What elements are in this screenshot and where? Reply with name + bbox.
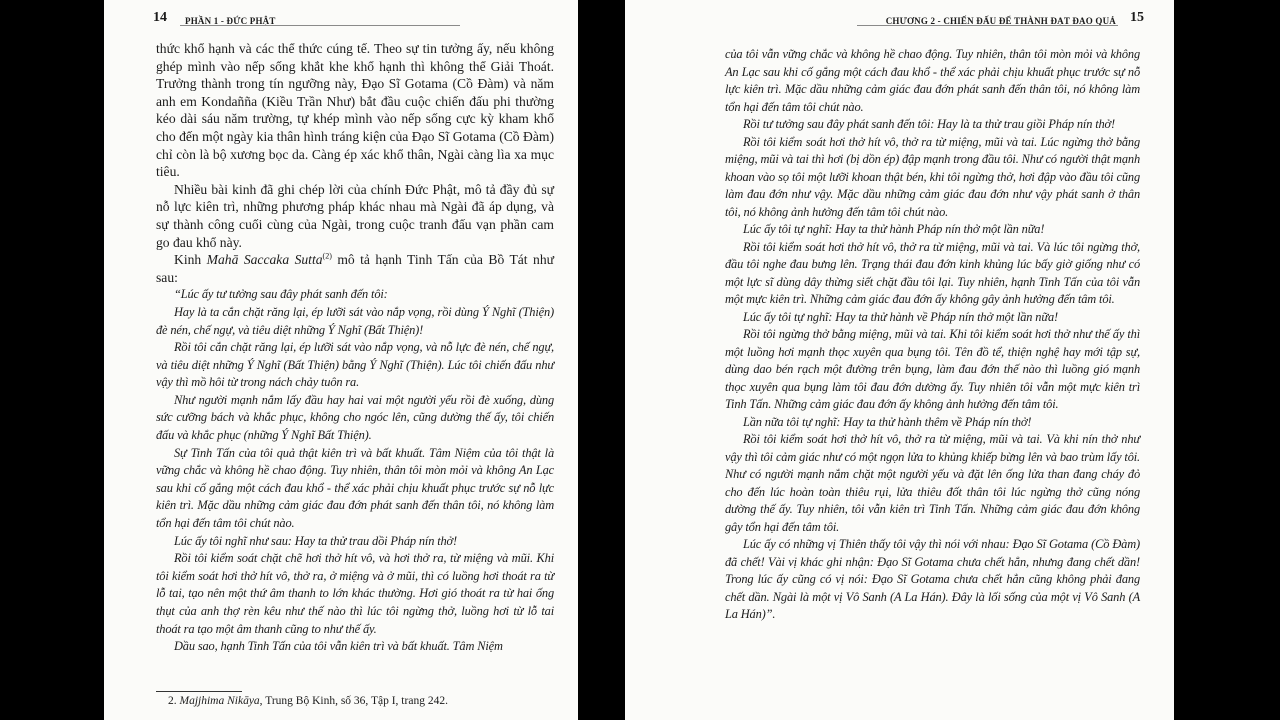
quote-paragraph: Rồi tư tưởng sau đây phát sanh đến tôi: Hay là ta thử trau giồi Pháp nín thở!: [743, 117, 1115, 131]
quote-paragraph: Như người mạnh nắm lấy đầu hay hai vai một người yếu rồi đè xuống, dùng sức cưỡng bách và khắc phục, không cho ngóc lên, cũng dường thế ấy, tôi chiến đấu và khắc phục (những Ý Nghĩ Bất Thiện).: [156, 392, 554, 443]
paragraph: Nhiều bài kinh đã ghi chép lời của chính Đức Phật, mô tả đầy đủ sự nỗ lực kiên trì, những phương pháp khác nhau mà Ngài đã áp dụng, và sự thành công cuối cùng của Ngài, trong cuộc tranh đấu vạn phần cam go đau khổ này.: [156, 181, 554, 250]
right-page-number: 15: [1130, 10, 1144, 25]
sutta-intro: Kinh: [174, 252, 202, 268]
footnote-number: 2.: [168, 695, 177, 707]
quote-paragraph: Rồi tôi kiểm soát chặt chẽ hơi thở hít vô, và hơi thở ra, từ miệng và mũi. Khi tôi kiểm soát hơi thở hít vô, thở ra, ở miệng và ở mũi, thì có luồng hơi thoát ra từ lỗ tai, tạo nên một thứ âm thanh to lớn khác thường. Hơi gió thoát ra từ hai ống thụt của anh thợ rèn kêu như thế nào thì lúc tôi ngừng thở, luồng hơi từ lỗ tai thoát ra tạo một âm thanh cũng to như thế ấy.: [156, 551, 554, 636]
quote-paragraph: Dầu sao, hạnh Tinh Tấn của tôi vẫn kiên trì và bất khuất. Tâm Niệm: [174, 639, 503, 654]
sutta-name: Mahā Saccaka Sutta: [206, 252, 323, 268]
footnote-text: , Trung Bộ Kinh, số 36, Tập I, trang 242.: [259, 695, 448, 707]
footnote-marker: (2): [322, 251, 332, 261]
right-header-rule: [857, 25, 1118, 26]
quote-paragraph: Lúc ấy tôi tự nghĩ: Hay ta thử hành Pháp nín thở một lần nữa!: [743, 222, 1045, 236]
quote-paragraph: Rồi tôi cắn chặt răng lại, ép lưỡi sát vào nắp vọng, và nỗ lực đè nén, chế ngự, và tiêu diệt những Ý Nghĩ (Bất Thiện) bằng Ý Nghĩ (Thiện). Lúc tôi chiến đấu như vậy thì mồ hôi từ trong nách chảy tuôn ra.: [156, 340, 554, 390]
left-page-number: 14: [153, 10, 167, 25]
quote-paragraph: Rồi tôi kiểm soát hơi thở hít vô, thở ra từ miệng, mũi và tai. Lúc ngừng thở bằng miệng, mũi và tai thì hơi (bị dồn ép) đập mạnh trong đầu tôi. Như có người thật mạnh khoan vào sọ tôi một lưỡi khoan thật bén, khi tôi ngừng thở, hơi đập vào đầu tôi cũng làm đau đớn như vậy. Mặc dầu những cảm giác đau đớn như vậy phát sanh ở thân tôi, nó không ảnh hưởng đến tâm tôi chút nào.: [725, 134, 1140, 219]
sutta-intro-rest: mô tả hạnh Tinh Tấn của Bồ Tát như sau:: [156, 252, 554, 285]
left-page-body: [156, 40, 554, 656]
quote-paragraph: Rồi tôi kiểm soát hơi thở hít vô, thở ra từ miệng, mũi và tai. Và lúc tôi ngừng thở, đầu tôi nghe đau bưng lên. Trạng thái đau đớn kinh khủng lúc bấy giờ giống như có một lực sĩ dùng dây thừng siết chặt đầu tôi lại. Tuy nhiên, hạnh Tinh Tấn của tôi vẫn một mực kiên trì. Những cảm giác đau đớn ấy không gây ảnh hưởng đến tâm tôi.: [725, 239, 1140, 306]
paragraph-sutta-intro: [156, 251, 554, 286]
right-book-page: [625, 0, 1174, 720]
quote-paragraph: của tôi vẫn vững chắc và không hề chao động. Tuy nhiên, thân tôi mòn mỏi và không An Lạc sau khi cố gắng một cách đau khổ - thể xác phải chịu khuất phục trước sự nỗ lực kiên trì. Mặc dầu những cảm giác đau đớn phát sanh đến thân tôi, nó không làm tổn hại đến tâm tôi chút nào.: [725, 47, 1140, 114]
quote-paragraph: Hay là ta cắn chặt răng lại, ép lưỡi sát vào nắp vọng, rồi dùng Ý Nghĩ (Thiện) đè nén, chế ngự, và tiêu diệt những Ý Nghĩ (Bất Thiện)!: [156, 304, 554, 337]
footnote-title: Majjhima Nikāya: [179, 695, 260, 707]
paragraph: thức khổ hạnh và các thể thức cúng tế. Theo sự tin tưởng ấy, nếu không ghép mình vào nếp sống khắt khe khổ hạnh thì không thể Giải Thoát. Trưởng thành trong tín ngưỡng này, Đạo Sĩ Gotama (Cồ Đàm) và năm anh em Kondañña (Kiều Trần Như) bắt đầu cuộc chiến đấu phi thường kéo dài sáu năm trường, tự khép mình vào nếp sống cực kỳ kham khổ cho đến một ngày kia thân hình tráng kiện của Đạo Sĩ Gotama (Cồ Đàm) chỉ còn là bộ xương bọc da. Càng ép xác khổ thân, Ngài càng lìa xa mục tiêu.: [156, 41, 554, 180]
quote-paragraph: “Lúc ấy tư tưởng sau đây phát sanh đến tôi:: [174, 287, 388, 302]
quote-paragraph: Rồi tôi ngừng thở bằng miệng, mũi và tai. Khi tôi kiểm soát hơi thở như thế ấy thì một luồng hơi mạnh thọc xuyên qua bụng tôi. Tên đồ tể, thiện nghệ hay mới tập sự, dùng dao bén rạch một đường trên bụng, làm đau đớn thế nào thì luồng gió mạnh thọc xuyên qua bụng làm tôi đau đớn dường ấy. Tuy nhiên tôi vẫn một mực kiên trì Tinh Tấn. Những cảm giác đau đớn ấy không ảnh hưởng đến tâm tôi.: [725, 327, 1140, 411]
left-page-header: [153, 6, 564, 26]
left-header-rule: [180, 25, 460, 26]
footnote: [168, 694, 558, 708]
right-running-header: CHƯƠNG 2 - CHIẾN ĐẤU ĐỂ THÀNH ĐẠT ĐẠO QUẢ: [885, 16, 1116, 26]
quote-paragraph: Lúc ấy tôi nghĩ như sau: Hay ta thử trau dồi Pháp nín thở!: [174, 533, 457, 548]
quote-paragraph: Rồi tôi kiểm soát hơi thở hít vô, thở ra từ miệng, mũi và tai. Và khi nín thở như vậy thì tôi cảm giác như có một ngọn lửa to khủng khiếp bừng lên và bao trùm lấy tôi. Như có người mạnh nắm chặt một người yếu và đặt lên ống lửa than đang cháy đỏ cho đến lúc hoàn toàn thiêu rụi, lửa thiêu đốt thân tôi lúc ngừng thở cũng nóng dường thế ấy. Tuy nhiên, tôi vẫn kiên trì Tinh Tấn. Những cảm giác đau đớn không gây tổn hại đến tâm tôi.: [725, 432, 1140, 534]
footnote-rule: [156, 691, 242, 692]
right-page-body: [725, 46, 1140, 624]
left-book-page: [104, 0, 578, 720]
quote-paragraph: Lúc ấy tôi tự nghĩ: Hay ta thử hành về Pháp nín thở một lần nữa!: [743, 309, 1058, 324]
right-page-header: [655, 6, 1144, 26]
quote-paragraph: Lần nữa tôi tự nghĩ: Hay ta thử hành thêm về Pháp nín thở!: [743, 414, 1032, 429]
left-running-header: PHẦN 1 - ĐỨC PHẬT: [185, 16, 276, 26]
quote-paragraph: Sự Tinh Tấn của tôi quả thật kiên trì và bất khuất. Tâm Niệm của tôi thật là vững chắc và không hề chao động. Tuy nhiên, thân tôi mòn mỏi và không An Lạc sau khi cố gắng một cách đau khổ - thể xác phải chịu khuất phục trước sự nỗ lực kiên trì. Mặc dầu những cảm giác đau đớn phát sanh đến thân tôi, nó không làm tổn hại đến tâm tôi chút nào.: [156, 445, 554, 531]
quote-paragraph: Lúc ấy có những vị Thiên thấy tôi vậy thì nói với nhau: Đạo Sĩ Gotama (Cồ Đàm) đã chết! Vài vị khác ghi nhận: Đạo Sĩ Gotama chưa chết hẳn, nhưng đang chết dần! Trong lúc ấy cũng có vị nói: Đạo Sĩ Gotama chưa chết hẳn cũng không phải đang chết dần. Ngài là một vị Vô Sanh (A La Hán). Đây là lối sống của một vị Vô Sanh (A La Hán)”.: [725, 537, 1140, 621]
